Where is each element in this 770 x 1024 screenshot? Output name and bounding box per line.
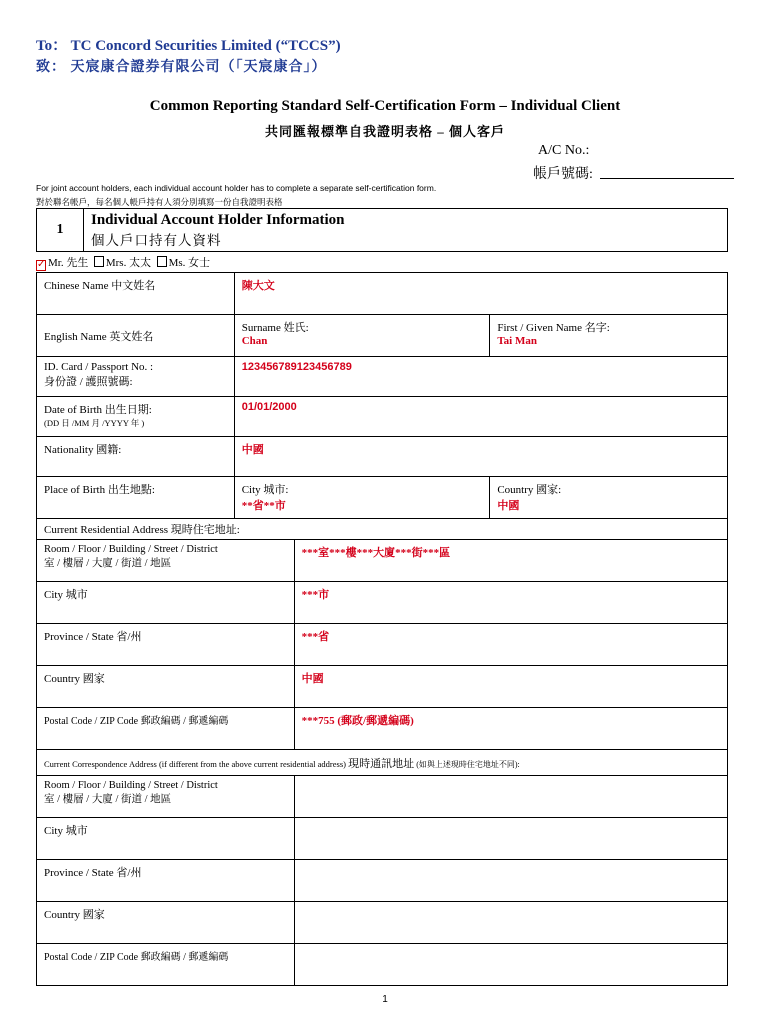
dob-label-cell	[37, 397, 235, 437]
corr-room-label-cn: 室 / 樓層 / 大廈 / 街道 / 地區	[44, 794, 172, 805]
chinese-name-label: Chinese Name 中文姓名	[37, 273, 235, 315]
form-title-cn: 共同匯報標準自我證明表格 – 個人客戶	[264, 124, 505, 139]
account-number-label: A/C No.:	[538, 143, 590, 158]
id-label: ID. Card / Passport No. :	[44, 361, 154, 373]
corr-country-field[interactable]	[294, 902, 727, 944]
surname-field[interactable]	[234, 315, 490, 357]
joint-account-note: For joint account holders, each individual account holder has to complete a separate self-certification form.	[36, 183, 437, 193]
res-room-label-cn: 室 / 樓層 / 大廈 / 街道 / 地區	[44, 558, 172, 569]
account-holder-table	[36, 272, 728, 986]
birth-country-value: 中國	[497, 500, 520, 512]
account-number-field[interactable]	[600, 178, 734, 179]
section-header	[36, 208, 728, 252]
correspondence-heading-cell	[37, 750, 728, 776]
id-value: 123456789123456789	[241, 361, 352, 373]
corr-province-field[interactable]	[294, 860, 727, 902]
corr-room-label: Room / Floor / Building / Street / District	[44, 780, 218, 791]
residential-heading: Current Residential Address 現時住宅地址:	[37, 519, 728, 540]
corr-province-label: Province / State 省/州	[37, 860, 295, 902]
given-name-field[interactable]	[490, 315, 728, 357]
english-name-label: English Name 英文姓名	[37, 315, 235, 357]
res-postal-value: ***755 (郵政/郵遞編碼)	[301, 715, 414, 727]
mr-label: Mr. 先生	[48, 257, 89, 269]
recipient-line-cn: 致： 天宸康合證券有限公司（「天宸康合」）	[36, 60, 327, 75]
res-city-label: City 城市	[37, 582, 295, 624]
dob-label: Date of Birth 出生日期:	[44, 404, 152, 416]
surname-value: Chan	[241, 335, 268, 347]
dob-value: 01/01/2000	[241, 401, 297, 413]
form-title: Common Reporting Standard Self-Certification Form – Individual Client	[149, 98, 621, 114]
res-city-field[interactable]	[294, 582, 727, 624]
res-province-value: ***省	[301, 631, 330, 643]
res-room-field[interactable]	[294, 540, 727, 582]
dob-format-hint: (DD 日 /MM 月 /YYYY 年 )	[44, 418, 145, 428]
res-country-value: 中國	[301, 673, 324, 685]
id-label-cell	[37, 357, 235, 397]
nationality-field[interactable]	[234, 437, 727, 477]
res-room-value: ***室***樓***大廈***街***區	[301, 547, 451, 559]
page-number: 1	[382, 994, 388, 1005]
corr-room-label-cell	[37, 776, 295, 818]
chinese-name-field[interactable]	[234, 273, 727, 315]
mrs-checkbox[interactable]	[94, 256, 104, 267]
nationality-value: 中國	[241, 444, 264, 456]
birth-city-field[interactable]	[234, 477, 490, 519]
id-field[interactable]	[234, 357, 727, 397]
res-country-label: Country 國家	[37, 666, 295, 708]
given-name-label: First / Given Name 名字:	[497, 322, 610, 334]
res-postal-label: Postal Code / ZIP Code 郵政編碼 / 郵遞編碼	[37, 708, 295, 750]
section-number: 1	[37, 209, 84, 252]
given-name-value: Tai Man	[497, 335, 537, 347]
res-country-field[interactable]	[294, 666, 727, 708]
res-province-label: Province / State 省/州	[37, 624, 295, 666]
res-room-label: Room / Floor / Building / Street / District	[44, 544, 218, 555]
corr-city-field[interactable]	[294, 818, 727, 860]
ms-checkbox[interactable]	[157, 256, 167, 267]
birth-country-label: Country 國家:	[497, 484, 562, 496]
corr-city-label: City 城市	[37, 818, 295, 860]
section-title-cell	[84, 209, 728, 252]
nationality-label: Nationality 國籍:	[37, 437, 235, 477]
section-title-cn: 個人戶口持有人資料	[91, 232, 222, 248]
id-label-cn: 身份證 / 護照號碼:	[44, 376, 133, 388]
corr-room-field[interactable]	[294, 776, 727, 818]
ms-label: Ms. 女士	[168, 257, 211, 269]
birth-city-label: City 城市:	[241, 484, 289, 496]
corr-heading-cn: 現時通訊地址	[348, 757, 415, 770]
recipient-line: To： TC Concord Securities Limited (“TCCS”)	[36, 38, 341, 54]
corr-heading-note: (如與上述現時住宅地址不同):	[416, 759, 520, 769]
corr-postal-label: Postal Code / ZIP Code 郵政編碼 / 郵遞編碼	[37, 944, 295, 986]
res-postal-field[interactable]	[294, 708, 727, 750]
res-province-field[interactable]	[294, 624, 727, 666]
salutation-row	[36, 254, 210, 271]
birth-country-field[interactable]	[490, 477, 728, 519]
chinese-name-value: 陳大文	[241, 280, 275, 292]
account-number-label-cn: 帳戶號碼:	[533, 167, 593, 182]
birthplace-label: Place of Birth 出生地點:	[37, 477, 235, 519]
dob-field[interactable]	[234, 397, 727, 437]
mrs-label: Mrs. 太太	[105, 257, 152, 269]
mr-checkbox[interactable]: ✓	[37, 259, 46, 270]
res-room-label-cell	[37, 540, 295, 582]
corr-country-label: Country 國家	[37, 902, 295, 944]
corr-postal-field[interactable]	[294, 944, 727, 986]
corr-heading: Current Correspondence Address (if different from the above current residential address)	[44, 758, 346, 769]
birth-city-value: **省**市	[241, 500, 286, 512]
surname-label: Surname 姓氏:	[241, 322, 309, 334]
section-title: Individual Account Holder Information	[91, 211, 345, 228]
res-city-value: ***市	[301, 589, 330, 601]
joint-account-note-cn: 對於聯名帳戶，每名個人帳戶持有人須分別填寫一份自我證明表格	[36, 197, 283, 207]
